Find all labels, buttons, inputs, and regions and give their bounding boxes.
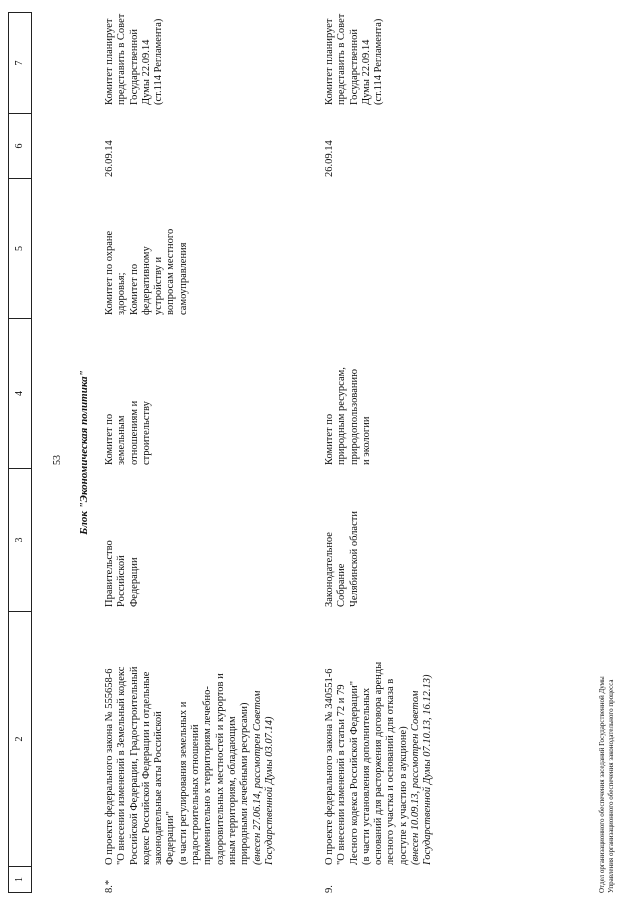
header-col-1: 1 [9,866,31,892]
header-col-7: 7 [9,12,31,113]
result: Комитет планирует представить в Совет Государственной Думы 22.09.14 (ст.114 Регламента) [324,13,385,105]
header-col-6: 6 [9,113,31,178]
header-col-3: 3 [9,468,31,611]
row-number: 9. [324,885,335,893]
bill-description: О проекте федерального закона № 555658-6 "О внесении изменений в Земельный кодекс Российской Федерации, Градостроительный кодекс Российской Федерации и отдельные законодательные акты Российской Федерации" (в части регулирования земельных и градостроительных отношений применительно к территориям лечебно- оздоровительных местностей и курортов и иным территориям, обладающим природными лечебными ресурсами) (внесен 27.06.14, рассмотрен Советом Государственной Думы 03.07.14) [104,655,276,865]
page-number: 53 [52,455,63,465]
header-col-2: 2 [9,611,31,866]
initiator: Правительство Российской Федерации [104,540,140,607]
bill-note: (внесен 10.09.13, рассмотрен Советом [410,690,422,865]
co-executor-committees: Комитет по охране здоровья; Комитет по федеративному устройству и вопросам местного самоуправления [104,228,189,315]
initiator: Законодательное Собрание Челябинской области [324,511,360,607]
footer-department: Отдел организационного обеспечения заседаний Государственной Думы Управления организационного обеспечения законодательного процесса [598,676,615,893]
bill-description: О проекте федерального закона № 340551-6 "О внесении изменений в статьи 72 и 79 Лесного кодекса Российской Федерации" (в части установления дополнительных оснований для расторжения договора аренды лесного участка и оснований для отказа в доступе к участию в аукционе) (внесен 10.09.13, рассмотрен Советом Государственной Думы 07.10.13, 16.12.13) [324,655,435,865]
bill-note: (внесен 27.06.14, рассмотрен Советом [251,690,263,865]
result: Комитет планирует представить в Совет Государственной Думы 22.09.14 (ст.114 Регламента) [104,13,165,105]
block-title: Блок "Экономическая политика" [78,370,90,535]
date: 26.09.14 [324,140,335,177]
header-col-4: 4 [9,318,31,468]
date: 26.09.14 [104,140,115,177]
responsible-committee: Комитет по земельным отношениям и строительству [104,400,152,465]
column-number-header [8,12,32,893]
row-number: 8.* [104,879,115,893]
header-col-5: 5 [9,178,31,318]
responsible-committee: Комитет по природным ресурсам, природопользованию и экологии [324,367,372,465]
